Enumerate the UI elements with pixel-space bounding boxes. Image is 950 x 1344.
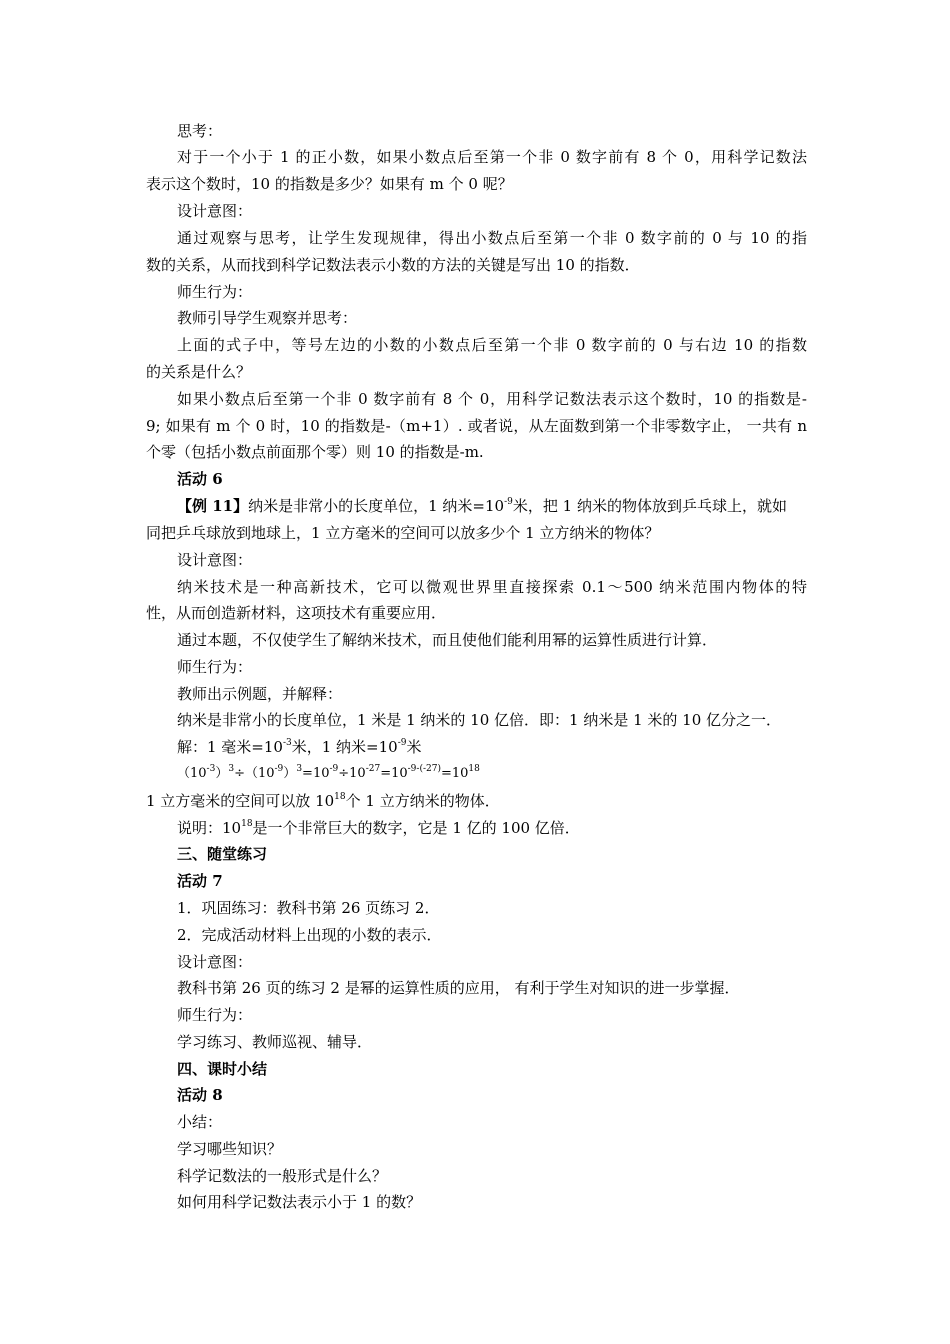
answer-line-3: 个零（包括小数点前面那个零）则 10 的指数是-m. — [146, 443, 484, 461]
observation-line-1: 上面的式子中，等号左边的小数的小数点后至第一个非 0 数字前的 0 与右边 10 的指数 — [177, 336, 807, 354]
practice-item-1: 1．巩固练习：教科书第 26 页练习 2． — [177, 899, 440, 917]
activity-7-heading: 活动 7 — [177, 872, 223, 890]
teacher-practice-text: 学习练习、教师巡视、辅导． — [177, 1033, 373, 1051]
summary-question-2: 科学记数法的一般形式是什么？ — [177, 1167, 388, 1185]
design-intent-label-2: 设计意图： — [177, 551, 253, 569]
teacher-student-label-3: 师生行为： — [177, 1006, 253, 1024]
teacher-guide-text: 教师引导学生观察并思考： — [177, 309, 358, 327]
observation-line-2: 的关系是什么？ — [146, 363, 252, 381]
exponent: 3 — [296, 763, 303, 774]
design-intent-text-3: 教科书第 26 页的练习 2 是幂的运算性质的应用， 有利于学生对知识的进一步掌握． — [177, 979, 740, 997]
section-4-heading: 四、课时小结 — [177, 1060, 268, 1078]
note-line: 说明：$10^{18}$是一个非常巨大的数字，它是 1 亿的 100 亿倍． — [177, 819, 580, 837]
exponent: -3 — [282, 738, 292, 748]
activity-8-heading: 活动 8 — [177, 1086, 223, 1104]
exponent: -9 — [504, 497, 513, 507]
volume-result: 1 立方毫米的空间可以放 $10^{18}$个 1 立方纳米的物体． — [146, 792, 500, 810]
exponent: -27 — [365, 763, 381, 774]
nano-tech-line-1: 纳米技术是一种高新技术，它可以微观世界里直接探索 0.1～500 纳米范围内物体的特 — [177, 578, 807, 596]
teacher-explain-text: 教师出示例题，并解释： — [177, 685, 343, 703]
section-3-heading: 三、随堂练习 — [177, 845, 268, 863]
exponent: 18 — [241, 819, 253, 829]
nano-tech-line-3: 通过本题，不仅使学生了解纳米技术，而且使他们能利用幂的运算性质进行计算． — [177, 631, 718, 649]
exponent: -9-(-27) — [407, 763, 441, 774]
exponent: -9 — [329, 763, 339, 774]
activity-6-heading: 活动 6 — [177, 470, 223, 488]
nano-tech-line-2: 性，从而创造新材料，这项技术有重要应用． — [146, 604, 447, 622]
answer-line-1: 如果小数点后至第一个非 0 数字前有 8 个 0，用科学记数法表示这个数时，10 的指数是- — [177, 390, 807, 408]
think-label: 思考： — [177, 122, 223, 140]
practice-item-2: 2．完成活动材料上出现的小数的表示． — [177, 926, 442, 944]
design-intent-label-3: 设计意图： — [177, 953, 253, 971]
exponent: 18 — [468, 763, 480, 774]
think-question-line-1: 对于一个小于 1 的正小数，如果小数点后至第一个非 0 数字前有 8 个 0，用科学记数法 — [177, 148, 807, 166]
exponent: 18 — [334, 792, 346, 802]
design-intent-label: 设计意图： — [177, 202, 253, 220]
summary-question-3: 如何用科学记数法表示小于 1 的数？ — [177, 1193, 422, 1211]
teacher-student-label: 师生行为： — [177, 283, 253, 301]
design-intent-text-line-1: 通过观察与思考，让学生发现规律，得出小数点后至第一个非 0 数字前的 0 与 10 的指 — [177, 229, 807, 247]
example-11-line-2: 同把乒乓球放到地球上，1 立方毫米的空间可以放多少个 1 立方纳米的物体？ — [146, 524, 660, 542]
solution-line: 解：1 毫米$=10^{-3}$米，1 纳米$=10^{-9}$米 — [177, 738, 422, 756]
exponent: -9 — [274, 763, 284, 774]
nano-definition: 纳米是非常小的长度单位，1 米是 1 纳米的 10 亿倍．即：1 纳米是 1 米的 10 亿分之一． — [177, 711, 782, 729]
think-question-line-2: 表示这个数时，10 的指数是多少？如果有 m 个 0 呢？ — [146, 175, 513, 193]
example-11-line-1: 【例 11】纳米是非常小的长度单位，1 纳米$=10^{-9}$米，把 1 纳米的物体放到乒乓球上，就如 — [177, 497, 787, 515]
calculation-line: $(10^{-3})^3\div(10^{-9})^3=10^{-9}\div 10^{-27}=10^{-9-(-27)}=10^{18}$ — [177, 763, 480, 781]
teacher-student-label-2: 师生行为： — [177, 658, 253, 676]
exponent: -9 — [397, 738, 407, 748]
summary-question-1: 学习哪些知识？ — [177, 1140, 283, 1158]
exponent: -3 — [206, 763, 216, 774]
answer-line-2: 9; 如果有 m 个 0 时，10 的指数是-（m+1）. 或者说，从左面数到第一个非零数字止， 一共有 n — [146, 417, 807, 435]
exponent: 3 — [228, 763, 235, 774]
summary-label: 小结： — [177, 1113, 223, 1131]
design-intent-text-line-2: 数的关系，从而找到科学记数法表示小数的方法的关键是写出 10 的指数． — [146, 256, 640, 274]
